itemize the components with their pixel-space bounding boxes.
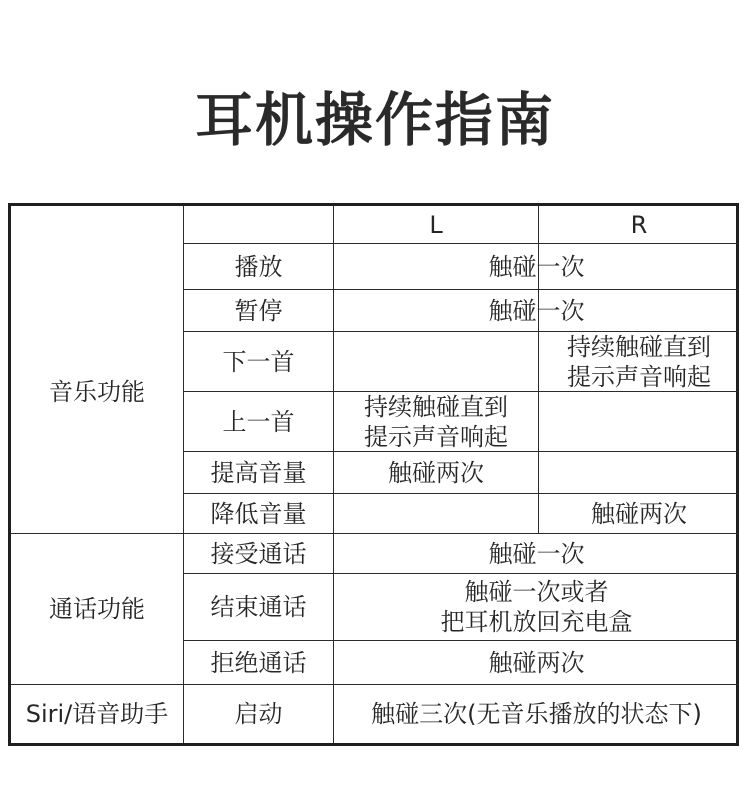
group-siri: Siri/语音助手 — [25, 700, 169, 728]
value-prev-left: 持续触碰直到 提示声音响起 — [364, 392, 508, 451]
action-volume-up: 提高音量 — [210, 458, 307, 487]
value-play: 触碰一次 — [488, 252, 585, 281]
value-volume-down-right: 触碰两次 — [591, 499, 687, 528]
header-right: R — [630, 210, 648, 239]
action-prev: 上一首 — [222, 407, 295, 436]
action-next: 下一首 — [222, 347, 295, 376]
value-reject-call: 触碰两次 — [488, 648, 585, 677]
action-pause: 暂停 — [234, 296, 283, 325]
value-volume-up-left: 触碰两次 — [388, 458, 484, 487]
page-title: 耳机操作指南 — [194, 86, 555, 154]
value-start-assistant: 触碰三次(无音乐播放的状态下) — [371, 700, 702, 728]
value-pause: 触碰一次 — [488, 296, 585, 325]
action-start-assistant: 启动 — [234, 700, 283, 728]
action-end-call: 结束通话 — [210, 593, 307, 621]
value-end-call: 触碰一次或者 把耳机放回充电盒 — [440, 578, 633, 636]
action-volume-down: 降低音量 — [210, 499, 307, 528]
group-call: 通话功能 — [49, 595, 145, 623]
header-left: L — [429, 210, 443, 239]
value-answer-call: 触碰一次 — [488, 539, 585, 568]
value-next-right: 持续触碰直到 提示声音响起 — [567, 332, 711, 391]
action-reject-call: 拒绝通话 — [210, 648, 307, 677]
group-music: 音乐功能 — [49, 378, 145, 406]
operation-table — [8, 203, 739, 746]
action-answer-call: 接受通话 — [210, 539, 307, 568]
action-play: 播放 — [234, 252, 283, 281]
